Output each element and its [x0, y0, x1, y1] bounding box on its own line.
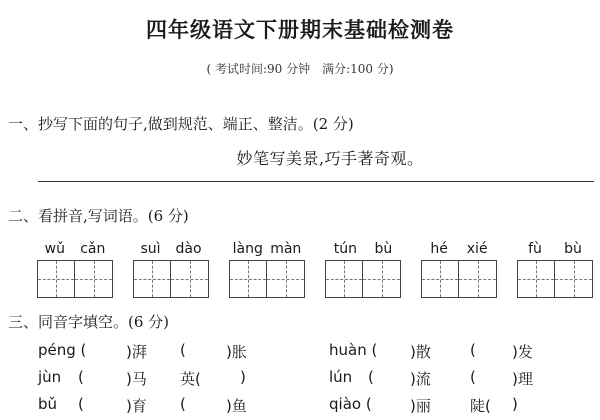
- pinyin-prompt: péng (: [38, 341, 87, 359]
- section-3-heading: 三、同音字填空。(6 分): [8, 313, 170, 331]
- tianzige-cell[interactable]: [459, 260, 497, 298]
- tianzige-cell[interactable]: [267, 260, 305, 298]
- writing-line[interactable]: [38, 181, 594, 182]
- pinyin-syllable: bù: [374, 241, 393, 257]
- homophone-row: [0, 341, 600, 363]
- pinyin-syllable: bù: [564, 241, 582, 257]
- word-fragment: 英(: [180, 370, 201, 388]
- section-1-heading: 一、抄写下面的句子,做到规范、端正、整洁。(2 分): [8, 115, 354, 133]
- answer-blank[interactable]: ): [240, 368, 246, 386]
- word-fragment: )散: [410, 343, 431, 361]
- homophone-row: [0, 368, 600, 390]
- answer-blank[interactable]: (: [368, 368, 374, 386]
- answer-blank[interactable]: (: [470, 368, 476, 386]
- pinyin-syllable: làng: [232, 241, 263, 257]
- homophone-row: [0, 395, 600, 417]
- word-fragment: )鱼: [226, 397, 247, 415]
- pinyin-syllable: wǔ: [44, 241, 65, 257]
- word-fragment: )湃: [126, 343, 147, 361]
- answer-blank[interactable]: ): [512, 395, 518, 413]
- tianzige-cell[interactable]: [37, 260, 75, 298]
- tianzige-cell[interactable]: [517, 260, 555, 298]
- pinyin-syllable: dào: [175, 241, 202, 257]
- pinyin-syllable: xié: [466, 241, 488, 257]
- word-block: [133, 240, 209, 298]
- tianzige-cell[interactable]: [421, 260, 459, 298]
- tianzige-cell[interactable]: [75, 260, 113, 298]
- word-block: [37, 240, 113, 298]
- word-block: [325, 240, 401, 298]
- answer-blank[interactable]: (: [470, 341, 476, 359]
- pinyin-syllable: hé: [430, 241, 448, 257]
- answer-blank[interactable]: (: [180, 395, 186, 413]
- word-block: [421, 240, 497, 298]
- pinyin-syllable: suì: [140, 241, 161, 257]
- tianzige-cell[interactable]: [133, 260, 171, 298]
- tianzige-cell[interactable]: [555, 260, 593, 298]
- exam-info: ( 考试时间:90 分钟 满分:100 分): [206, 62, 394, 76]
- word-block: [517, 240, 593, 298]
- word-fragment: )流: [410, 370, 431, 388]
- page-title: 四年级语文下册期末基础检测卷: [146, 18, 454, 42]
- word-fragment: )育: [126, 397, 147, 415]
- word-fragment: )理: [512, 370, 533, 388]
- pinyin-prompt: jùn: [38, 368, 62, 386]
- tianzige-cell[interactable]: [325, 260, 363, 298]
- pinyin-syllable: fù: [528, 241, 542, 257]
- word-fragment: )发: [512, 343, 533, 361]
- word-fragment: )马: [126, 370, 147, 388]
- tianzige-cell[interactable]: [363, 260, 401, 298]
- pinyin-syllable: tún: [333, 241, 357, 257]
- word-fragment: 陡(: [470, 397, 491, 415]
- tianzige-cell[interactable]: [171, 260, 209, 298]
- word-fragment: )丽: [410, 397, 431, 415]
- tianzige-cell[interactable]: [229, 260, 267, 298]
- pinyin-syllable: màn: [270, 241, 302, 257]
- answer-blank[interactable]: (: [78, 368, 84, 386]
- answer-blank[interactable]: (: [180, 341, 186, 359]
- copy-sentence: 妙笔写美景,巧手著奇观。: [236, 149, 424, 168]
- pinyin-prompt: bǔ: [38, 395, 58, 413]
- pinyin-prompt: qiào (: [329, 395, 372, 413]
- pinyin-syllable: cǎn: [80, 241, 106, 257]
- word-fragment: )胀: [226, 343, 247, 361]
- section-2-heading: 二、看拼音,写词语。(6 分): [8, 207, 189, 225]
- word-block: [229, 240, 305, 298]
- pinyin-prompt: lún: [329, 368, 353, 386]
- answer-blank[interactable]: (: [78, 395, 84, 413]
- pinyin-prompt: huàn (: [329, 341, 378, 359]
